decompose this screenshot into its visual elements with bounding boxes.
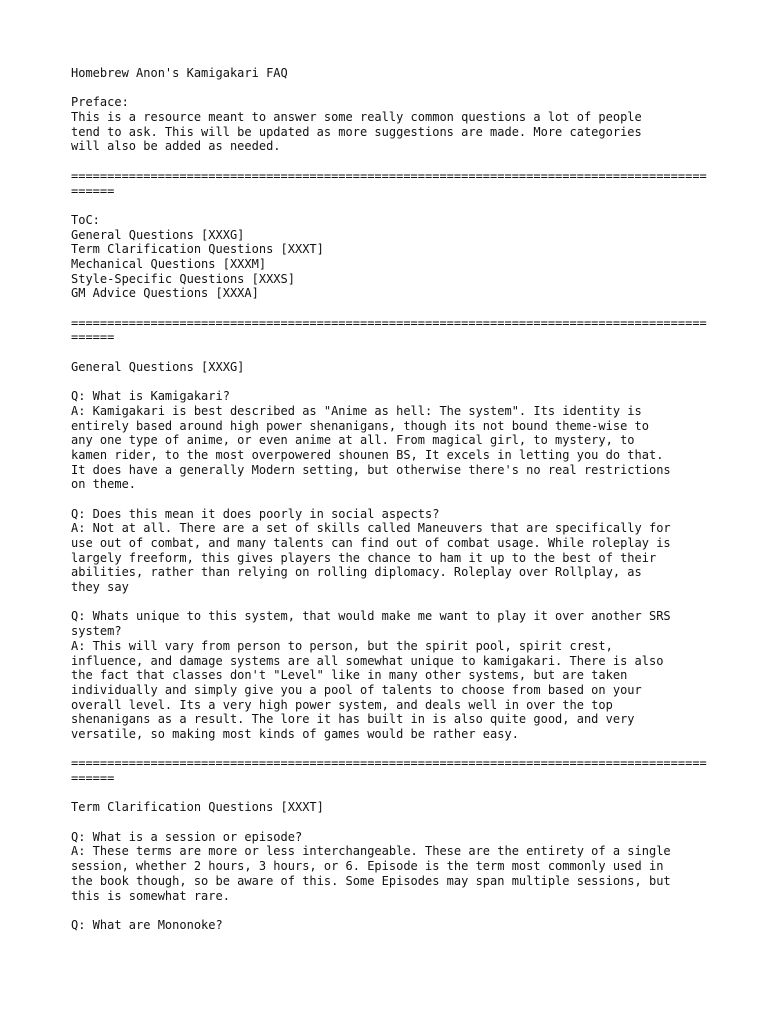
text-line: Preface: (71, 95, 129, 110)
text-line: A: These terms are more or less interchangeable. These are the entirety of a single (71, 844, 671, 859)
text-line: entirely based around high power shenanigans, though its not bound theme-wise to (71, 418, 649, 433)
text-line: the book though, so be aware of this. Some Episodes may span multiple sessions, but (71, 873, 671, 888)
text-line: influence, and damage systems are all somewhat unique to kamigakari. There is also (71, 653, 664, 668)
text-line: Q: What is a session or episode? (71, 829, 303, 844)
text-line (71, 198, 711, 213)
text-line: use out of combat, and many talents can find out of combat usage. While roleplay is (71, 536, 671, 550)
text-line: the fact that classes don't "Level" like in many other systems, but are taken (71, 668, 628, 683)
text-line: system? (71, 624, 122, 639)
text-line: A: This will vary from person to person, but the spirit pool, spirit crest, (71, 638, 613, 653)
text-line (71, 786, 711, 801)
text-line: will also be added as needed. (71, 139, 281, 154)
text-line (71, 595, 711, 610)
text-line (71, 374, 711, 389)
text-line: ToC: (71, 212, 100, 227)
text-line: they say (71, 580, 129, 595)
text-line: A: Kamigakari is best described as "Anime as hell: The system". Its identity is (71, 403, 642, 418)
text-line: Q: Does this mean it does poorly in social aspects? (71, 506, 440, 521)
text-line: Q: Whats unique to this system, that would make me want to play it over another SRS (71, 609, 671, 624)
text-line: tend to ask. This will be updated as more suggestions are made. More categories (71, 124, 642, 139)
text-line: A: Not at all. There are a set of skills called Maneuvers that are specifically for (71, 521, 671, 536)
text-line: overall level. Its a very high power system, and deals well in over the top (71, 697, 613, 712)
text-line: on theme. (71, 477, 137, 492)
text-line: this is somewhat rare. (71, 888, 230, 903)
text-line: versatile, so making most kinds of games would be rather easy. (71, 726, 519, 741)
text-line: Q: What are Mononoke? (71, 917, 223, 932)
text-line: Style-Specific Questions [XXXS] (71, 271, 295, 286)
text-line: GM Advice Questions [XXXA] (71, 286, 259, 301)
text-line: ======================================================================================== (71, 168, 707, 183)
text-line (71, 815, 711, 830)
text-line: individually and simply give you a pool of talents to choose from based on your (71, 682, 642, 697)
text-line: ====== (71, 771, 115, 785)
text-line: ======================================================================================== (71, 756, 707, 771)
text-line (71, 492, 711, 507)
text-line: It does have a generally Modern setting, but otherwise there's no real restrictions (71, 462, 671, 477)
document-body (71, 66, 711, 933)
text-line: ====== (71, 183, 115, 198)
text-line: This is a resource meant to answer some really common questions a lot of people (71, 110, 642, 125)
text-line (71, 81, 711, 96)
text-line (71, 345, 711, 360)
text-line: Term Clarification Questions [XXXT] (71, 800, 324, 815)
text-line: any one type of anime, or even anime at all. From magical girl, to mystery, to (71, 433, 635, 448)
text-line (71, 903, 711, 918)
text-line: Mechanical Questions [XXXM] (71, 256, 267, 271)
text-line: kamen rider, to the most overpowered shounen BS, It excels in letting you do that. (71, 447, 664, 462)
text-line: Term Clarification Questions [XXXT] (71, 242, 324, 257)
text-line: ======================================================================================== (71, 315, 707, 330)
text-line (71, 154, 711, 169)
text-line: General Questions [XXXG] (71, 359, 245, 374)
text-line: largely freeform, this gives players the chance to ham it up to the best of their (71, 550, 657, 565)
text-line: abilities, rather than relying on rolling diplomacy. Roleplay over Rollplay, as (71, 565, 642, 580)
text-line: ====== (71, 330, 115, 345)
text-line (71, 742, 711, 757)
text-line: Homebrew Anon's Kamigakari FAQ (71, 66, 288, 80)
text-line: shenanigans as a result. The lore it has built in is also quite good, and very (71, 712, 635, 727)
text-line: Q: What is Kamigakari? (71, 389, 230, 404)
text-line: General Questions [XXXG] (71, 227, 245, 242)
text-line: session, whether 2 hours, 3 hours, or 6. Episode is the term most commonly used in (71, 859, 664, 874)
text-line (71, 301, 711, 316)
